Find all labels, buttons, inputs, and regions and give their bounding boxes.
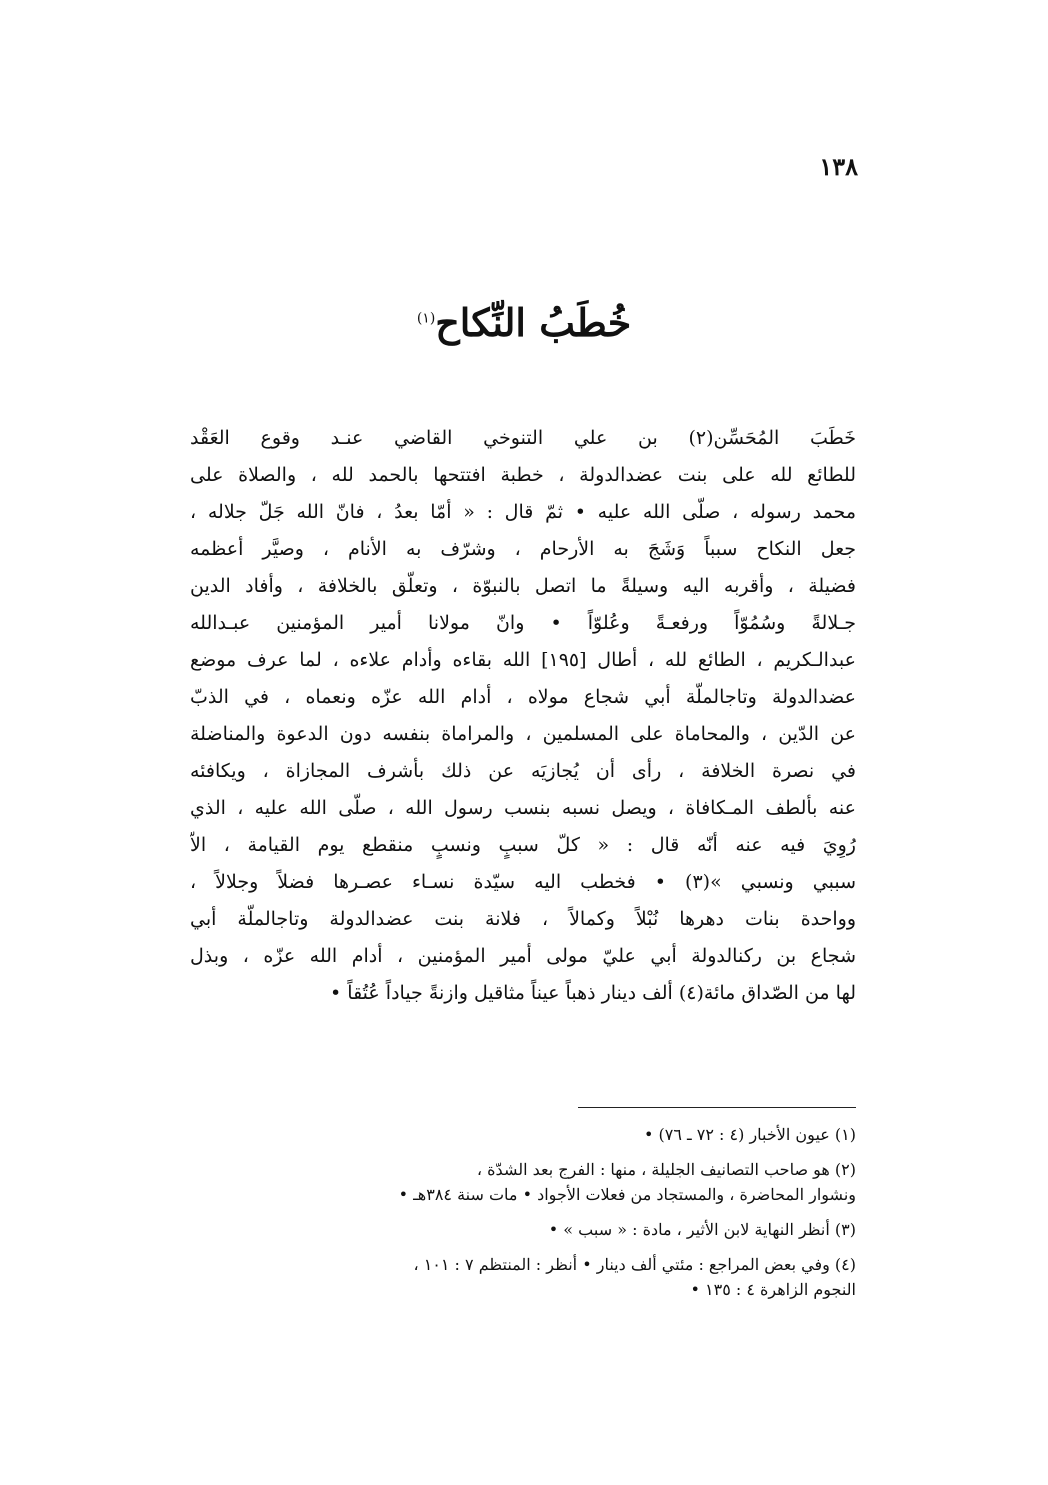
body-line: فضيلة ، وأقربه اليه وسيلةً ما اتصل بالنبوّة ، وتعلّق بالخلافة ، وأفاد الدين [190, 575, 856, 597]
body-line: سببي ونسبي »(٣) • فخطب اليه سيّدة نسـاء عصـرها فضلاً وجلالاً ، [190, 871, 856, 893]
body-line: محمد رسوله ، صلّى الله عليه • ثمّ قال : « أمّا بعدُ ، فانّ الله جَلّ جلاله ، [190, 501, 856, 523]
body-line: عنه بألطف المـكافاة ، ويصل نسبه بنسب رسول الله ، صلّى الله عليه ، الذي [190, 797, 856, 819]
body-line: لها من الصّداق مائة(٤) ألف دينار ذهباً عيناً مثاقيل وازنةً جياداً عُتُقاً • [330, 982, 856, 1004]
chapter-title [0, 300, 1048, 345]
footnote-4 [190, 1252, 856, 1302]
footnote-line: النجوم الزاهرة ٤ : ١٣٥ • [690, 1280, 856, 1299]
footnote-line: (٣) أنظر النهاية لابن الأثير ، مادة : « سبب » • [548, 1220, 856, 1239]
footnotes [190, 1122, 856, 1312]
body-line: شجاع بن ركنالدولة أبي عليّ مولى أمير المؤمنين ، أدام الله عزّه ، وبذل [190, 945, 856, 967]
body-line: رُوِيَ فيه عنه أنّه قال : « كلّ سببٍ ونسبٍ منقطع يوم القيامة ، الاّ [190, 834, 856, 856]
body-line: جـلالةً وسُمُوّاً ورفعـةً وعُلوّاً • وانّ مولانا أمير المؤمنين عبـدالله [190, 612, 856, 634]
footnote-divider [578, 1107, 856, 1108]
body-line: عبدالـكريم ، الطائع لله ، أطال [١٩٥] الله بقاءه وأدام علاءه ، لما عرف موضع [190, 649, 856, 671]
footnote-line: (١) عيون الأخبار (٤ : ٧٢ ـ ٧٦) • [643, 1125, 856, 1144]
chapter-title-text: خُطَبُ النِّكاح [435, 300, 632, 345]
title-footnote-ref: (١) [416, 310, 436, 327]
footnote-line: ونشوار المحاضرة ، والمستجاد من فعلات الأجواد • مات سنة ٣٨٤هـ • [398, 1185, 856, 1204]
body-line: عضدالدولة وتاجالملّة أبي شجاع مولاه ، أدام الله عزّه ونعماه ، في الذبّ [190, 686, 856, 708]
footnote-line: (٤) وفي بعض المراجع : مئتي ألف دينار • أنظر : المنتظم ٧ : ١٠١ ، [413, 1255, 856, 1274]
body-line: للطائع لله على بنت عضدالدولة ، خطبة افتتحها بالحمد لله ، والصلاة على [190, 464, 856, 486]
body-line: جعل النكاح سبباً وَشَجَ به الأرحام ، وشرّف به الأنام ، وصيَّر أعظمه [190, 538, 856, 560]
body-line: خَطَبَ المُحَسِّن(٢) بن علي التنوخي القاضي عنـد وقوع العَقْد [190, 427, 856, 449]
body-text [190, 420, 856, 1012]
body-line: وواحدة بنات دهرها نُبْلاً وكمالاً ، فلانة بنت عضدالدولة وتاجالملّة أبي [190, 908, 856, 930]
footnote-1 [190, 1122, 856, 1147]
page-number: ١٣٨ [819, 152, 858, 181]
footnote-2 [190, 1157, 856, 1207]
body-line: عن الدّين ، والمحاماة على المسلمين ، والمراماة بنفسه دون الدعوة والمناضلة [190, 723, 856, 745]
footnote-line: (٢) هو صاحب التصانيف الجليلة ، منها : الفرج بعد الشدّة ، [476, 1160, 856, 1179]
body-line: في نصرة الخلافة ، رأى أن يُجازيَه عن ذلك بأشرف المجازاة ، ويكافئه [190, 760, 856, 782]
footnote-3 [190, 1217, 856, 1242]
